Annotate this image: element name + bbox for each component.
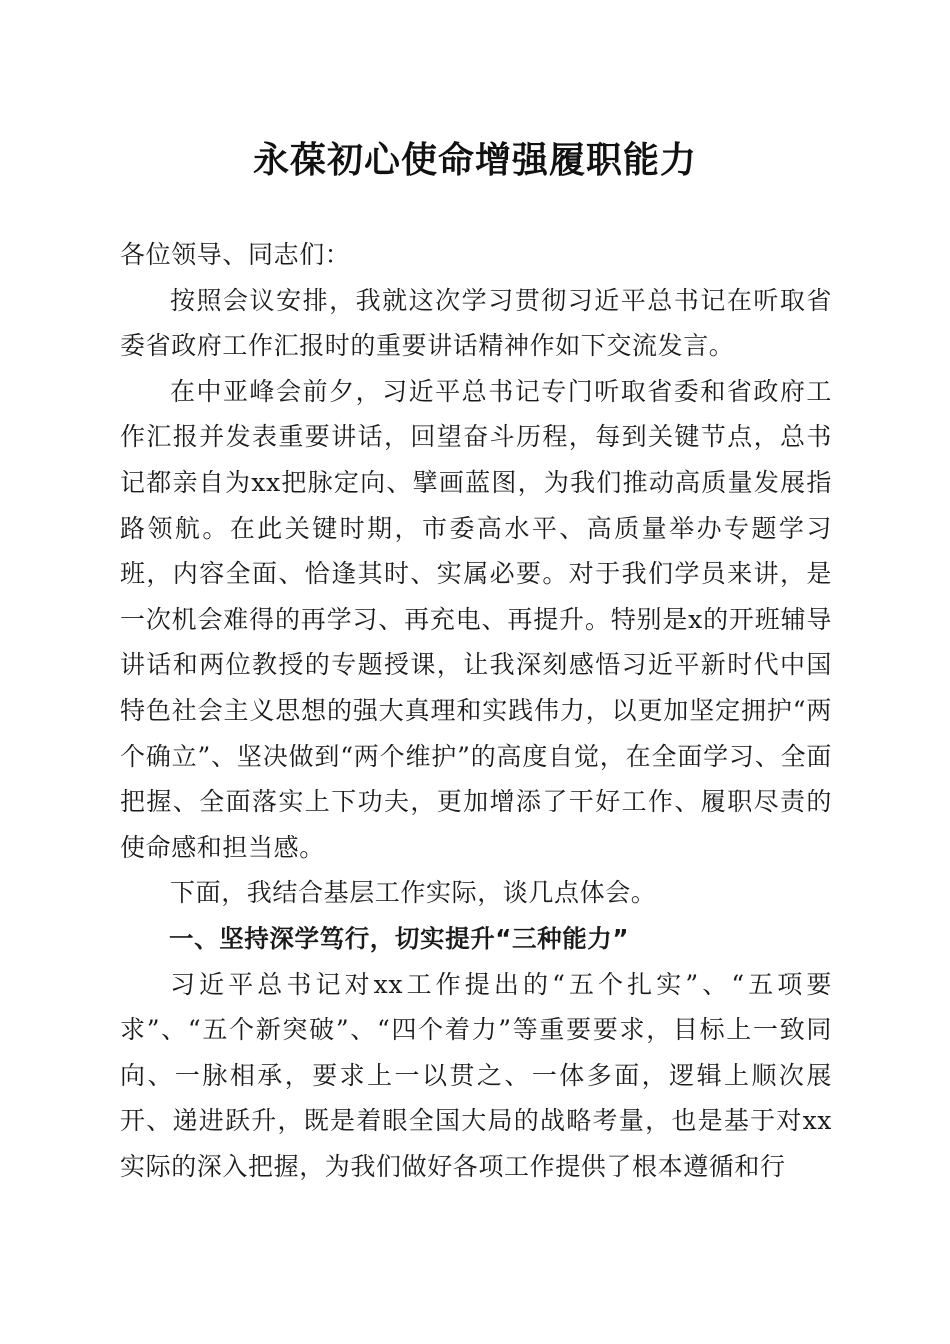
paragraph-intro: 按照会议安排，我就这次学习贯彻习近平总书记在听取省委省政府工作汇报时的重要讲话精神作如下交流发言。 (120, 285, 832, 361)
greeting-line: 各位领导、同志们： (120, 240, 351, 269)
paragraph-section-1: 习近平总书记对xx工作提出的“五个扎实”、“五项要求”、“五个新突破”、“四个着力”等重要要求，目标上一致同向、一脉相承，要求上一以贯之、一体多面，逻辑上顺次展开、递进跃升，既是着眼全国大局的战略考量，也是基于对xx实际的深入把握，为我们做好各项工作提供了根本遵循和行 (120, 969, 832, 1181)
paragraph-transition: 下面，我结合基层工作实际，谈几点体会。 (170, 878, 657, 908)
paragraph-background: 在中亚峰会前夕，习近平总书记专门听取省委和省政府工作汇报并发表重要讲话，回望奋斗历程，每到关键节点，总书记都亲自为xx把脉定向、擘画蓝图，为我们推动高质量发展指路领航。在此关键时期，市委高水平、高质量举办专题学习班，内容全面、恰逢其时、实属必要。对于我们学员来讲，是一次机会难得的再学习、再充电、再提升。特别是x的开班辅导讲话和两位教授的专题授课，让我深刻感悟习近平新时代中国特色社会主义思想的强大真理和实践伟力，以更加坚定拥护“两个确立”、坚决做到“两个维护”的高度自觉，在全面学习、全面把握、全面落实上下功夫，更加增添了干好工作、履职尽责的使命感和担当感。 (120, 376, 832, 862)
document-title: 永葆初心使命增强履职能力 (252, 139, 697, 181)
section-heading-1: 一、坚持深学笃行，切实提升“三种能力” (169, 923, 630, 953)
document-body (120, 232, 832, 1189)
